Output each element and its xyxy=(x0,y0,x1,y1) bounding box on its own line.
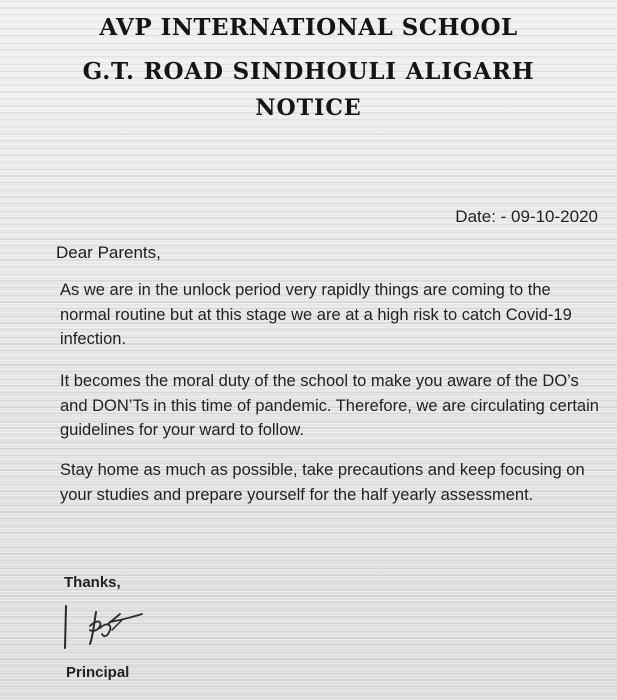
paragraph-1: As we are in the unlock period very rapidly things are coming to the normal routine but at this stage we are at a high risk to catch Covid-19 infection. xyxy=(60,281,572,348)
salutation: Dear Parents, xyxy=(56,243,161,262)
paragraph-3: Stay home as much as possible, take precautions and keep focusing on your studies and prepare yourself for the half yearly assessment. xyxy=(60,461,585,504)
school-address: G.T. ROAD SINDHOULI ALIGARH xyxy=(82,58,535,85)
paragraph-2: It becomes the moral duty of the school to make you aware of the DO’s and DON’Ts in this time of pandemic. Therefore, we are circulating certain guidelines for your ward to follow. xyxy=(60,372,599,439)
closing-thanks: Thanks, xyxy=(64,574,121,591)
handwritten-signature-icon xyxy=(60,598,150,654)
school-name: AVP INTERNATIONAL SCHOOL xyxy=(99,14,518,41)
notice-heading: NOTICE xyxy=(255,95,362,121)
notice-date: Date: - 09-10-2020 xyxy=(455,207,598,226)
signatory-title: Principal xyxy=(66,664,130,681)
